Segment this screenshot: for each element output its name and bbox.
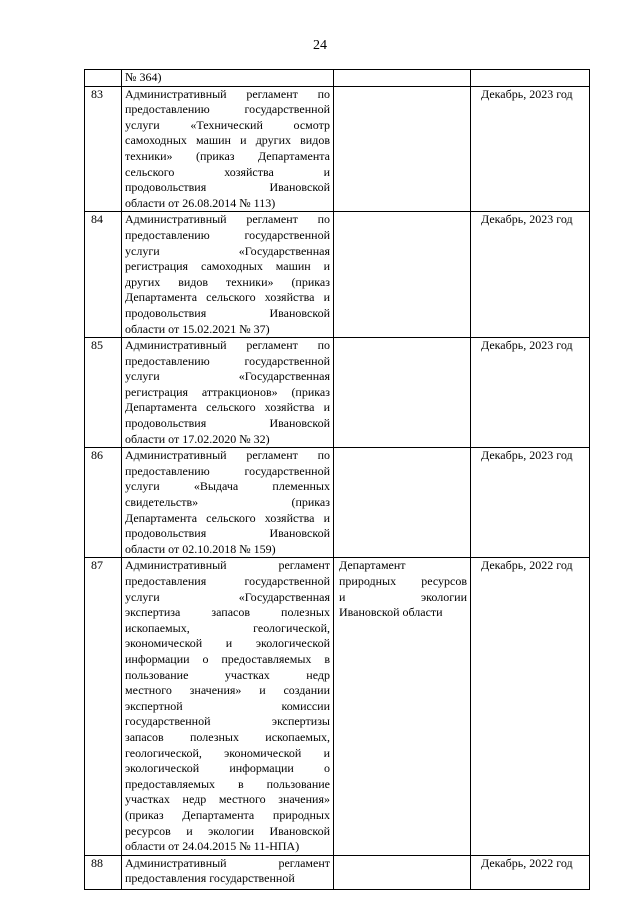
deadline-cell: Декабрь, 2023 год [471, 212, 590, 338]
department-cell [334, 448, 471, 558]
deadline-cell: Декабрь, 2022 год [471, 558, 590, 855]
row-number-cell: 87 [85, 558, 122, 855]
table-row [85, 855, 590, 889]
table-row [85, 70, 590, 87]
table-row [85, 338, 590, 448]
row-number-cell: 88 [85, 855, 122, 889]
regulation-cell: Административный регламент предоставления государственной услуги «Государственная экспертиза запасов полезных ископаемых, геологической, экономической и экологической информации о предоставляемых в пользование участках недр местного значения» и создании экспертной комиссии государственной экспертизы запасов полезных ископаемых, геологической, экономической и экологической информации о предоставляемых в пользование участках недр местного значения» (приказ Департамента природных ресурсов и экологии Ивановской области от 24.04.2015 № 11-НПА) [122, 558, 334, 855]
deadline-cell: Декабрь, 2023 год [471, 338, 590, 448]
regulation-cell: Административный регламент по предоставлению государственной услуги «Технический осмотр самоходных машин и других видов техники» (приказ Департамента сельского хозяйства и продовольствия Ивановской области от 26.08.2014 № 113) [122, 86, 334, 212]
page-number: 24 [313, 38, 327, 53]
deadline-cell: Декабрь, 2022 год [471, 855, 590, 889]
regulation-cell: Административный регламент по предоставлению государственной услуги «Выдача племенных свидетельств» (приказ Департамента сельского хозяйства и продовольствия Ивановской области от 02.10.2018 № 159) [122, 448, 334, 558]
table-row [85, 448, 590, 558]
row-number-cell [85, 70, 122, 87]
department-cell [334, 86, 471, 212]
table-row [85, 212, 590, 338]
deadline-cell: Декабрь, 2023 год [471, 86, 590, 212]
deadline-cell [471, 70, 590, 87]
department-cell [334, 70, 471, 87]
regulation-cell: Административный регламент предоставления государственной [122, 855, 334, 889]
department-cell [334, 855, 471, 889]
department-cell [334, 338, 471, 448]
regulations-table [84, 69, 590, 890]
row-number-cell: 84 [85, 212, 122, 338]
regulation-cell: Административный регламент по предоставлению государственной услуги «Государственная регистрация аттракционов» (приказ Департамента сельского хозяйства и продовольствия Ивановской области от 17.02.2020 № 32) [122, 338, 334, 448]
department-cell [334, 212, 471, 338]
row-number-cell: 86 [85, 448, 122, 558]
table-row [85, 558, 590, 855]
regulation-cell: № 364) [122, 70, 334, 87]
row-number-cell: 85 [85, 338, 122, 448]
table-row [85, 86, 590, 212]
regulation-cell: Административный регламент по предоставлению государственной услуги «Государственная регистрация самоходных машин и других видов техники» (приказ Департамента сельского хозяйства и продовольствия Ивановской области от 15.02.2021 № 37) [122, 212, 334, 338]
department-cell: Департамент природных ресурсов и экологии Ивановской области [334, 558, 471, 855]
row-number-cell: 83 [85, 86, 122, 212]
deadline-cell: Декабрь, 2023 год [471, 448, 590, 558]
